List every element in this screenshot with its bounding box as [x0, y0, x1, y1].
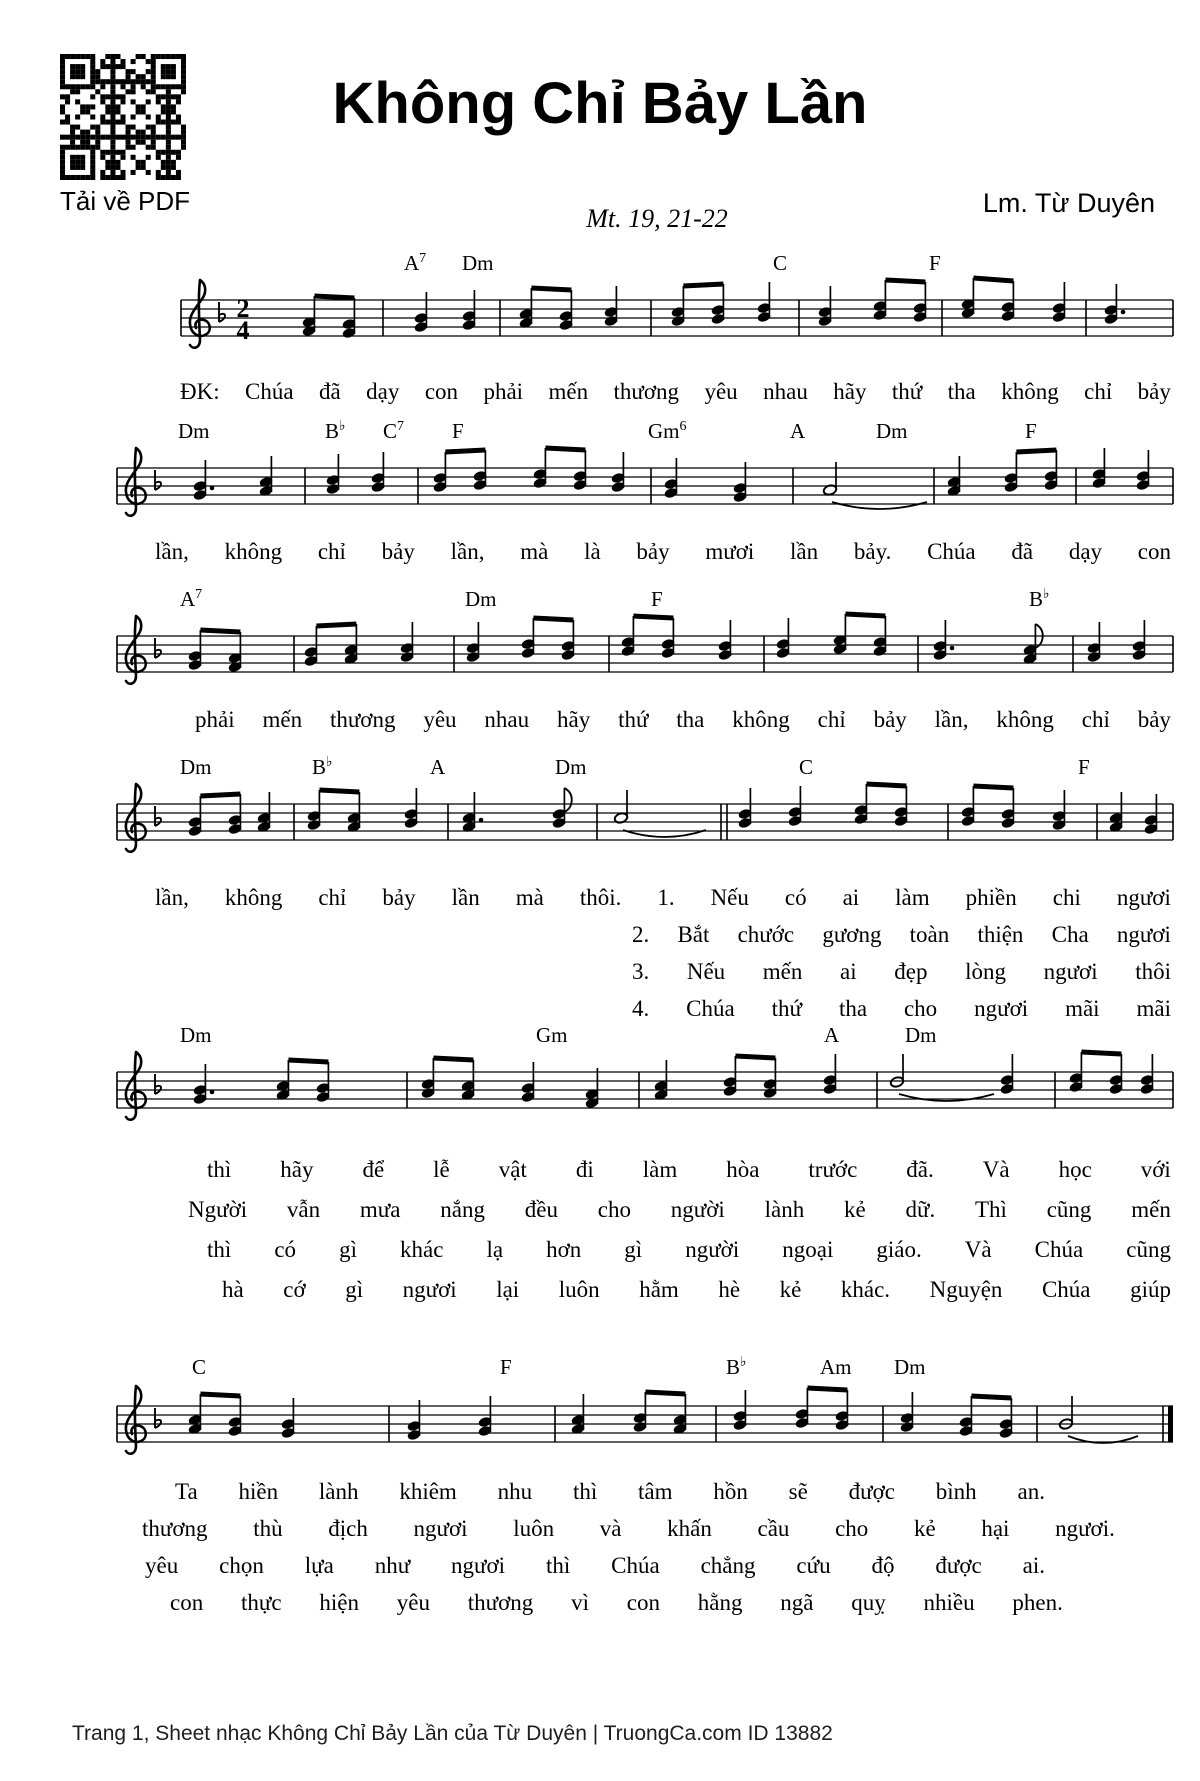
lyric-word: cho	[597, 1197, 631, 1222]
lyric-word: sẽ	[788, 1479, 808, 1504]
lyric-word: ngã	[780, 1590, 814, 1615]
lyric-word: Nếu	[686, 959, 726, 984]
lyric-line	[188, 1196, 1171, 1224]
lyric-word: không	[1001, 379, 1059, 404]
lyric-word: chọn	[219, 1553, 264, 1578]
lyric-word: Và	[982, 1157, 1010, 1182]
lyric-word: phải	[483, 379, 524, 404]
lyric-word: kẻ	[913, 1516, 936, 1541]
lyric-word: chỉ	[1081, 707, 1110, 732]
lyric-word: hằng	[697, 1590, 743, 1615]
lyric-word: con	[424, 379, 459, 404]
scripture-reference: Mt. 19, 21-22	[586, 204, 728, 233]
lyric-word: thì	[207, 1157, 232, 1182]
lyric-word: ngươi	[974, 996, 1029, 1021]
chord-quality: ♭	[1043, 587, 1050, 602]
chord-root: Am	[820, 1355, 852, 1379]
lyric-word: mãi	[1065, 996, 1100, 1021]
lyric-word: thương	[613, 379, 680, 404]
staff-system-3	[115, 602, 1175, 714]
lyric-word: không	[732, 707, 790, 732]
lyric-word: Nguyện	[929, 1277, 1003, 1302]
chord-root: Dm	[905, 1023, 937, 1047]
lyric-word: Chúa	[1041, 1277, 1091, 1302]
chord-root: F	[929, 251, 941, 275]
lyric-word: mưa	[359, 1197, 401, 1222]
lyric-word: yêu	[396, 1590, 430, 1615]
lyric-word: con	[170, 1590, 204, 1615]
chord-root: A	[430, 755, 446, 779]
lyric-word: thương	[329, 707, 396, 732]
lyric-word: lần,	[155, 885, 189, 910]
chord-quality: ♭	[740, 1355, 747, 1370]
lyric-word: khác.	[840, 1277, 891, 1302]
lyric-word: tâm	[638, 1479, 673, 1504]
lyric-word: 2.	[632, 922, 650, 947]
chord-root: B	[726, 1355, 741, 1379]
lyric-line	[222, 1276, 1171, 1304]
lyric-word: đã	[319, 379, 341, 404]
lyric-word: bảy	[1137, 379, 1171, 404]
staff-system-2	[115, 434, 1175, 546]
lyric-word: lạ	[486, 1237, 504, 1262]
chord-root: C	[383, 419, 398, 443]
lyric-word: cho	[835, 1516, 869, 1541]
lyric-word: nắng	[440, 1197, 485, 1222]
lyric-word: Chúa	[686, 996, 735, 1021]
lyric-word: toàn	[909, 922, 950, 947]
lyric-word: yêu	[423, 707, 457, 732]
lyric-word: Thì	[974, 1197, 1007, 1222]
lyric-word: lại	[496, 1277, 520, 1302]
lyric-word: và	[599, 1516, 622, 1541]
lyric-word: cho	[903, 996, 938, 1021]
lyric-word: nhu	[497, 1479, 533, 1504]
lyric-word: học	[1058, 1157, 1092, 1182]
lyric-word: thù	[253, 1516, 283, 1541]
lyric-word: hãy	[556, 707, 591, 732]
lyric-word: vì	[571, 1590, 589, 1615]
lyric-word: tha	[838, 996, 868, 1021]
lyric-word: không	[224, 885, 283, 910]
lyric-word: quỵ	[851, 1590, 886, 1615]
lyric-word: để	[362, 1157, 385, 1182]
chord-quality: ♭	[339, 419, 346, 434]
lyric-word: ngươi	[451, 1553, 506, 1578]
chord-root: C	[799, 755, 814, 779]
chord-root: Gm	[648, 419, 680, 443]
chord-root: Dm	[555, 755, 587, 779]
lyric-word: như	[374, 1553, 411, 1578]
lyric-word: mà	[515, 885, 544, 910]
footer-text: Trang 1, Sheet nhạc Không Chỉ Bảy Lần của Từ Duyên | TruongCa.com ID 13882	[72, 1722, 833, 1745]
lyric-word: thôi	[1135, 959, 1171, 984]
chord-root: F	[651, 587, 663, 611]
lyric-word: với	[1140, 1157, 1171, 1182]
lyric-word: con	[626, 1590, 660, 1615]
lyric-word: nhiều	[923, 1590, 975, 1615]
lyric-word: giáo.	[876, 1237, 922, 1262]
lyric-word: hằm	[639, 1277, 679, 1302]
chord-root: Gm	[536, 1023, 568, 1047]
lyric-word: Chúa	[611, 1553, 660, 1578]
lyric-word: cũng	[1126, 1237, 1171, 1262]
lyric-word: làm	[642, 1157, 678, 1182]
lyric-word: thương	[142, 1516, 208, 1541]
lyric-word: hòa	[726, 1157, 760, 1182]
lyric-word: chi	[1052, 885, 1081, 910]
lyric-word: dữ.	[905, 1197, 936, 1222]
composer-credit: Lm. Từ Duyên	[982, 188, 1155, 218]
lyric-word: lễ	[433, 1157, 450, 1182]
chord-root: A	[180, 587, 196, 611]
chord-root: Dm	[180, 755, 212, 779]
lyric-word: ai	[842, 885, 860, 910]
lyric-word: đã	[1011, 539, 1034, 564]
lyric-word: hiền	[238, 1479, 279, 1504]
lyric-line	[207, 1156, 1171, 1184]
lyric-word: tha	[947, 379, 976, 404]
lyric-word: phen.	[1012, 1590, 1063, 1615]
lyric-word: ngươi	[1116, 885, 1171, 910]
lyric-word: thiện	[977, 922, 1024, 947]
lyric-word: không	[224, 539, 283, 564]
lyric-word: mươi	[705, 539, 755, 564]
lyric-word: hơn	[546, 1237, 582, 1262]
lyric-word: bảy	[1137, 707, 1171, 732]
lyric-word: gì	[339, 1237, 357, 1262]
lyric-word: luôn	[513, 1516, 555, 1541]
lyric-word: được	[935, 1553, 982, 1578]
lyric-word: thứ	[618, 707, 649, 732]
lyric-word: thương	[467, 1590, 534, 1615]
chord-quality: 7	[397, 419, 405, 434]
lyric-word: chỉ	[817, 707, 846, 732]
lyric-word: phiền	[965, 885, 1017, 910]
lyric-word: ngươi	[1043, 959, 1098, 984]
staff-system-6	[115, 1372, 1175, 1484]
lyric-word: mến	[762, 959, 803, 984]
lyric-line	[170, 1589, 1063, 1617]
lyric-word: đã.	[906, 1157, 934, 1182]
lyric-word: gương	[822, 922, 882, 947]
chord-root: F	[452, 419, 464, 443]
lyric-word: không	[996, 707, 1054, 732]
lyric-word: hiện	[319, 1590, 359, 1615]
lyric-word: Và	[964, 1237, 992, 1262]
lyric-word: lành	[764, 1197, 805, 1222]
qr-caption-label[interactable]: Tải về PDF	[60, 186, 191, 216]
chord-root: F	[500, 1355, 512, 1379]
lyric-word: hãy	[280, 1157, 314, 1182]
lyric-word: làm	[895, 885, 930, 910]
lyric-word: bảy	[381, 539, 415, 564]
chord-root: Dm	[465, 587, 497, 611]
lyric-word: Cha	[1051, 922, 1089, 947]
lyric-word: chẳng	[700, 1553, 756, 1578]
lyric-word: thì	[572, 1479, 598, 1504]
lyric-word: ngoại	[782, 1237, 834, 1262]
lyric-word: cứu	[796, 1553, 831, 1578]
lyric-word: Bắt	[677, 922, 710, 947]
lyric-line	[632, 958, 1171, 986]
chord-root: B	[325, 419, 340, 443]
lyric-word: cầu	[757, 1516, 790, 1541]
lyric-word: nhau	[763, 379, 808, 404]
lyric-line	[145, 1552, 1045, 1580]
lyric-word: yêu	[704, 379, 738, 404]
chord-quality: 7	[419, 251, 427, 266]
chord-root: Dm	[894, 1355, 926, 1379]
lyric-word: Người	[188, 1197, 248, 1222]
chord-root: B	[312, 755, 327, 779]
lyric-word: mến	[262, 707, 303, 732]
lyric-word: 1.	[657, 885, 675, 910]
lyric-word: kẻ	[843, 1197, 866, 1222]
chord-root: B	[1029, 587, 1044, 611]
lyric-word: dạy	[1068, 539, 1103, 564]
lyric-word: Chúa	[927, 539, 976, 564]
lyric-word: an.	[1017, 1479, 1045, 1504]
lyric-word: bảy	[382, 885, 416, 910]
lyric-word: ngươi	[413, 1516, 468, 1541]
lyric-word: vẫn	[286, 1197, 321, 1222]
chord-root: A	[790, 419, 806, 443]
lyric-word: bảy.	[853, 539, 892, 564]
lyric-word: phải	[195, 707, 235, 732]
lyric-line	[155, 538, 1171, 566]
chord-root: F	[1078, 755, 1090, 779]
chord-root: A	[824, 1023, 840, 1047]
lyric-line	[155, 884, 1171, 912]
lyric-line	[632, 921, 1171, 949]
svg-text:2: 2	[236, 294, 250, 323]
lyric-word: chỉ	[317, 539, 346, 564]
lyric-word: hãy	[833, 379, 867, 404]
lyric-word: hồn	[713, 1479, 748, 1504]
lyric-word: lần,	[155, 539, 189, 564]
lyric-word: yêu	[145, 1553, 179, 1578]
lyric-line	[632, 995, 1171, 1023]
lyric-word: thôi.	[579, 885, 622, 910]
chord-root: C	[192, 1355, 207, 1379]
lyric-word: lành	[318, 1479, 359, 1504]
lyric-word: 4.	[632, 996, 650, 1021]
lyric-word: đều	[524, 1197, 558, 1222]
lyric-word: trước	[808, 1157, 858, 1182]
lyric-word: lòng	[965, 959, 1006, 984]
lyric-word: lần,	[934, 707, 969, 732]
svg-text:4: 4	[236, 316, 250, 345]
lyric-word: lần,	[450, 539, 485, 564]
score	[115, 0, 1175, 1781]
lyric-word: người	[670, 1197, 725, 1222]
lyric-word: luôn	[558, 1277, 600, 1302]
staff-system-1	[115, 266, 1175, 378]
lyric-word: ai.	[1022, 1553, 1045, 1578]
lyric-word: Chúa	[245, 379, 294, 404]
lyric-word: bình	[935, 1479, 977, 1504]
lyric-word: được	[848, 1479, 895, 1504]
lyric-word: thì	[207, 1237, 232, 1262]
lyric-word: thứ	[771, 996, 803, 1021]
lyric-line	[175, 1478, 1045, 1506]
lyric-word: vật	[498, 1157, 527, 1182]
chord-root: F	[1025, 419, 1037, 443]
lyric-word: lần	[451, 885, 480, 910]
lyric-line	[207, 1236, 1171, 1264]
lyric-word: đẹp	[894, 959, 928, 984]
lyric-word: khác	[399, 1237, 444, 1262]
lyric-word: con	[1137, 539, 1171, 564]
lyric-word: nhau	[484, 707, 530, 732]
chord-quality: 6	[679, 419, 687, 434]
lyric-word: chỉ	[1084, 379, 1113, 404]
lyric-word: mến	[548, 379, 589, 404]
lyric-word: giúp	[1130, 1277, 1171, 1302]
lyric-word: hè	[718, 1277, 741, 1302]
lyric-word: ai	[840, 959, 857, 984]
lyric-line	[180, 378, 1171, 406]
lyric-word: Chúa	[1034, 1237, 1084, 1262]
chord-root: Dm	[180, 1023, 212, 1047]
lyric-word: lần	[790, 539, 819, 564]
lyric-word: gì	[345, 1277, 364, 1302]
lyric-word: thứ	[891, 379, 923, 404]
chord-root: Dm	[876, 419, 908, 443]
lyric-word: mến	[1131, 1197, 1171, 1222]
lyric-word: hà	[222, 1277, 244, 1302]
lyric-word: chước	[737, 922, 795, 947]
lyric-word: chỉ	[318, 885, 347, 910]
lyric-word: Nếu	[710, 885, 749, 910]
lyric-word: thực	[241, 1590, 282, 1615]
lyric-word: Ta	[175, 1479, 198, 1504]
lyric-word: hại	[981, 1516, 1010, 1541]
lyric-word: khiêm	[399, 1479, 457, 1504]
lyric-word: có	[784, 885, 807, 910]
lyric-word: mãi	[1136, 996, 1171, 1021]
lyric-word: người	[685, 1237, 740, 1262]
lyric-word: gì	[624, 1237, 643, 1262]
lyric-word: là	[584, 539, 601, 564]
lyric-word: ngươi	[402, 1277, 457, 1302]
lyric-line	[142, 1515, 1115, 1543]
lyric-word: bảy	[636, 539, 670, 564]
lyric-word: địch	[328, 1516, 368, 1541]
lyric-word: độ	[871, 1553, 895, 1578]
lyric-word: cớ	[283, 1277, 306, 1302]
page-title: Không Chỉ Bảy Lần	[332, 71, 868, 136]
lyric-word: 3.	[632, 959, 650, 984]
lyric-word: bảy	[873, 707, 907, 732]
lyric-word: tha	[676, 707, 705, 732]
lyric-word: khấn	[667, 1516, 712, 1541]
lyric-word: kẻ	[779, 1277, 802, 1302]
chord-quality: 7	[195, 587, 203, 602]
lyric-word: dạy	[366, 379, 400, 404]
lyric-word: ngươi	[1116, 922, 1171, 947]
lyric-word: ngươi.	[1055, 1516, 1115, 1541]
lyric-word: lựa	[304, 1553, 334, 1578]
staff-system-5	[115, 1038, 1175, 1150]
chord-root: A	[404, 251, 420, 275]
chord-quality: ♭	[326, 755, 333, 770]
staff-system-4	[115, 770, 1175, 882]
chord-root: C	[773, 251, 788, 275]
chord-root: Dm	[462, 251, 494, 275]
lyric-word: cũng	[1046, 1197, 1092, 1222]
lyric-line	[195, 706, 1171, 734]
lyric-word: ĐK:	[180, 379, 220, 404]
lyric-word: mà	[520, 539, 549, 564]
lyric-word: có	[274, 1237, 297, 1262]
lyric-word: đi	[575, 1157, 594, 1182]
chord-root: Dm	[178, 419, 210, 443]
lyric-word: thì	[545, 1553, 571, 1578]
